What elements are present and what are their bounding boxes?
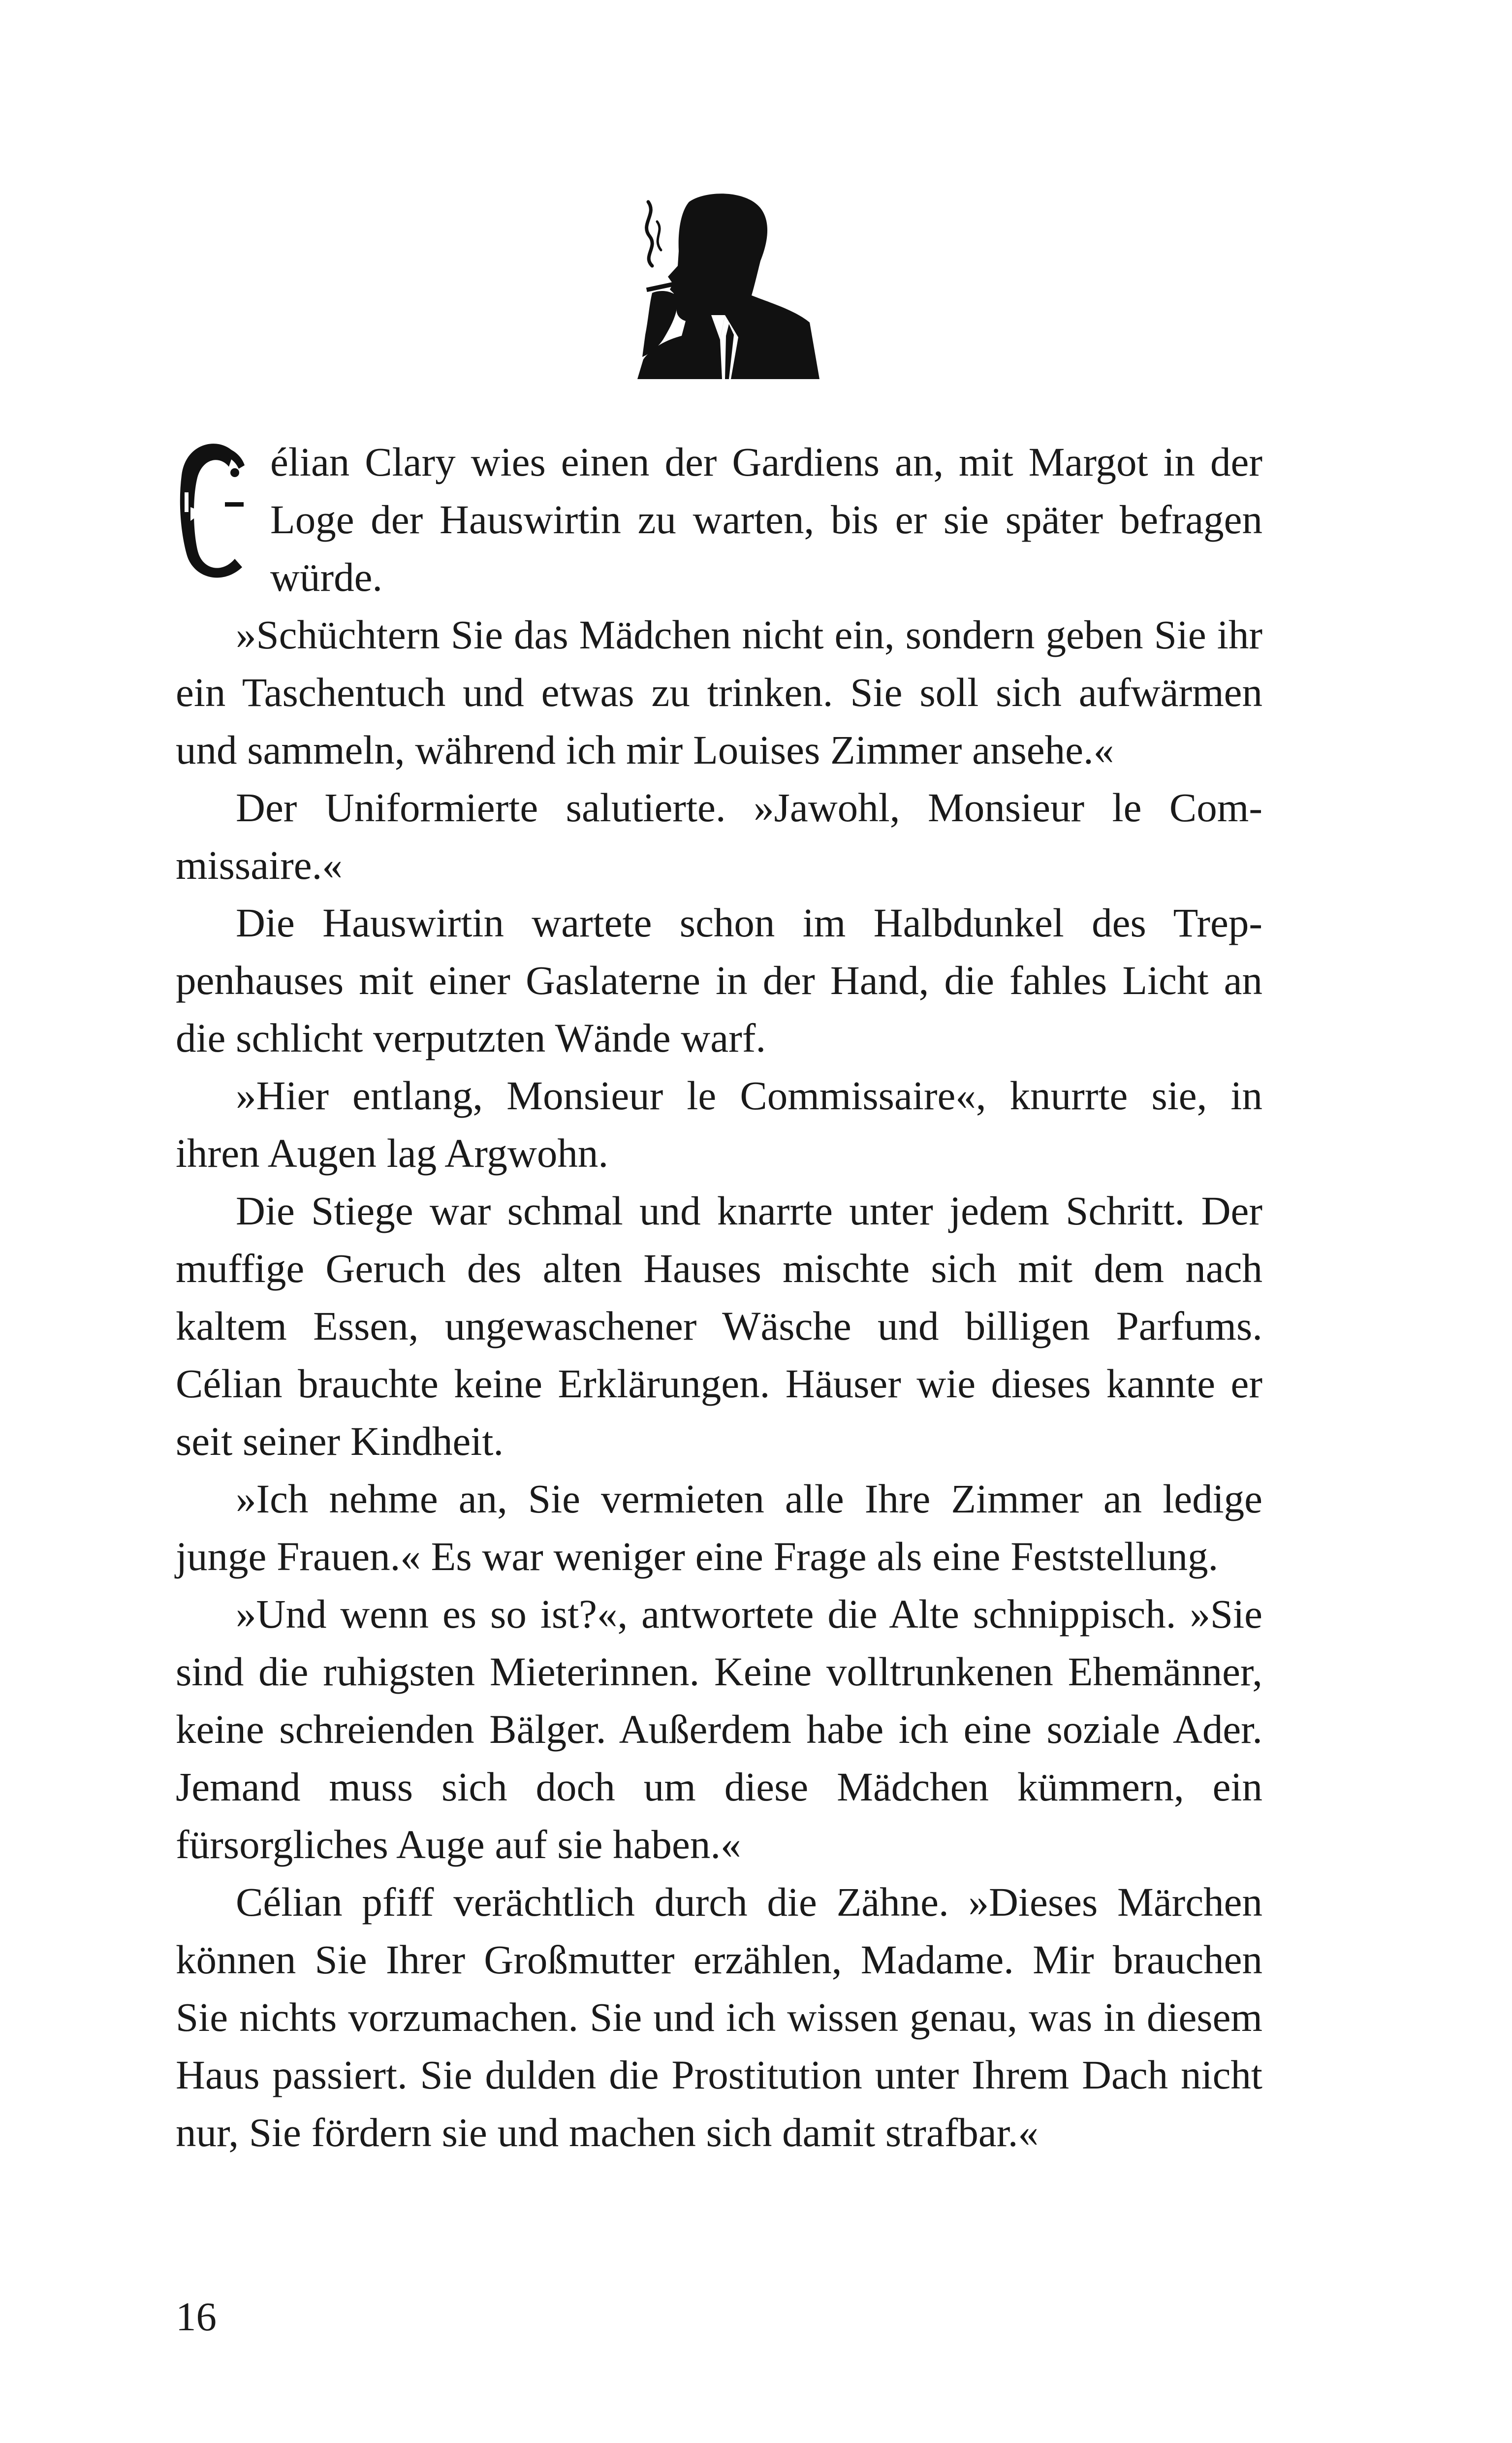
paragraph: Die Hauswirtin wartete schon im Halbdunkel des Treppenhauses mit einer Gaslaterne in der Hand, die fahles Licht an die schlicht verputzten Wände warf.	[176, 900, 1262, 1061]
page-number: 16	[176, 2294, 217, 2339]
ornamental-initial-c-icon	[176, 438, 250, 586]
paragraph	[176, 433, 1262, 606]
paragraph: Die Stiege war schmal und knarrte unter jedem Schritt. Der muffige Geruch des alten Hauses mischte sich mit dem nach kaltem Essen, ungewaschener Wäsche und billigen Parfums. Célian brauchte keine Erklärungen. Häuser wie dieses kannte er seit seiner Kindheit.	[176, 1188, 1262, 1464]
paragraph-text: élian Clary wies einen der Gardiens an, mit Margot in der Loge der Hauswirtin zu warten, bis er sie später befragen würde.	[270, 439, 1262, 600]
paragraph: »Hier entlang, Monsieur le Commissaire«, knurrte sie, in ihren Augen lag Argwohn.	[176, 1073, 1262, 1176]
paragraph: Célian pfiff verächtlich durch die Zähne. »Dieses Märchen können Sie Ihrer Großmutter erzählen, Madame. Mir brauchen Sie nichts vorzumachen. Sie und ich wissen genau, was in diesem Haus passiert. Sie dulden die Prostitution unter Ihrem Dach nicht nur, Sie fördern sie und machen sich damit strafbar.«	[176, 1879, 1262, 2155]
paragraph: »Schüchtern Sie das Mädchen nicht ein, sondern geben Sie ihr ein Taschentuch und etwas zu trinken. Sie soll sich aufwärmen und sammeln, während ich mir Louises Zimmer ansehe.«	[176, 612, 1262, 772]
paragraph: »Und wenn es so ist?«, antwortete die Alte schnippisch. »Sie sind die ruhigsten Mieterinnen. Keine volltrunkenen Ehemänner, keine schreienden Bälger. Außerdem habe ich eine soziale Ader. Jemand muss sich doch um diese Mädchen kümmern, ein fürsorgliches Auge auf sie haben.«	[176, 1591, 1262, 1867]
body-text	[176, 433, 1262, 2161]
paragraph: Der Uniformierte salutierte. »Jawohl, Monsieur le Commissaire.«	[176, 785, 1262, 888]
smoking-man-silhouette-icon	[637, 192, 819, 379]
paragraph: »Ich nehme an, Sie vermieten alle Ihre Zimmer an ledige junge Frauen.« Es war weniger eine Frage als eine Feststellung.	[176, 1476, 1262, 1579]
